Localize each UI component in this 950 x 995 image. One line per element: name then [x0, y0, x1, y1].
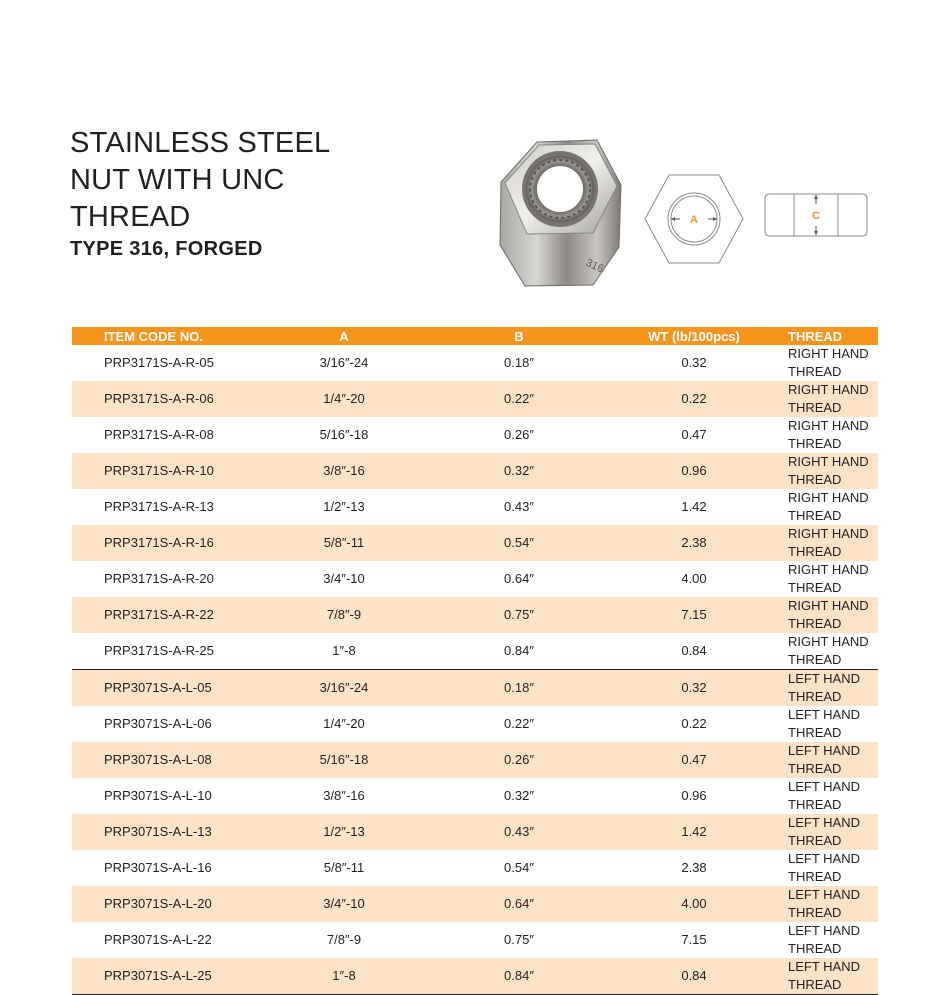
table-row [72, 525, 878, 561]
header-item-code: ITEM CODE NO. [72, 327, 264, 345]
table-body [72, 345, 878, 995]
weight-cell: 0.22 [614, 381, 774, 417]
weight-cell: 1.42 [614, 814, 774, 850]
dimension-b-cell: 0.26″ [424, 742, 614, 778]
dimension-b-cell: 0.18″ [504, 355, 534, 370]
side-dimension-diagram [764, 193, 868, 237]
weight-cell: 2.38 [681, 860, 707, 875]
table-row [72, 850, 878, 886]
thread-cell: LEFT HAND THREAD [788, 923, 860, 956]
product-title-block [70, 125, 330, 262]
weight-cell: 0.32 [614, 670, 774, 707]
dimension-a-cell: 3/16″-24 [264, 670, 424, 707]
item-code-cell: PRP3171S-A-R-10 [72, 453, 264, 489]
dimension-b-cell: 0.22″ [424, 381, 614, 417]
thread-cell: LEFT HAND THREAD [774, 958, 878, 995]
thread-cell: LEFT HAND THREAD [774, 670, 878, 707]
table-row [72, 633, 878, 670]
weight-cell: 0.32 [681, 355, 707, 370]
thread-cell: RIGHT HAND THREAD [788, 346, 869, 379]
dimension-a-cell: 3/16″-24 [319, 355, 369, 370]
item-code-cell: PRP3171S-A-R-05 [104, 355, 214, 370]
dimension-a-label: A [690, 214, 698, 226]
item-code-cell: PRP3171S-A-R-13 [104, 499, 214, 514]
dimension-a-cell: 1″-8 [264, 958, 424, 995]
weight-cell: 0.84 [614, 958, 774, 995]
table-row [72, 814, 878, 850]
table-row [72, 453, 878, 489]
table-row [72, 417, 878, 453]
dimension-c-label: C [812, 210, 820, 222]
dimension-b-cell: 0.54″ [424, 525, 614, 561]
dimension-b-cell: 0.43″ [504, 499, 534, 514]
weight-cell: 7.15 [681, 932, 707, 947]
dimension-a-cell: 7/8″-9 [264, 597, 424, 633]
item-code-cell: PRP3071S-A-L-25 [72, 958, 264, 995]
thread-cell: LEFT HAND THREAD [788, 707, 860, 740]
dimension-b-cell: 0.43″ [424, 814, 614, 850]
table-row [72, 345, 878, 381]
hex-nut-photo [497, 137, 623, 287]
table-row [72, 670, 878, 707]
weight-cell: 4.00 [681, 571, 707, 586]
table-row [72, 922, 878, 958]
table-row [72, 706, 878, 742]
weight-cell: 0.96 [614, 453, 774, 489]
thread-cell: RIGHT HAND THREAD [788, 418, 869, 451]
item-code-cell: PRP3171S-A-R-25 [104, 643, 214, 658]
weight-cell: 0.84 [681, 643, 707, 658]
header-thread: THREAD [774, 327, 878, 345]
item-code-cell: PRP3171S-A-R-16 [72, 525, 264, 561]
item-code-cell: PRP3071S-A-L-08 [72, 742, 264, 778]
weight-cell: 7.15 [614, 597, 774, 633]
item-code-cell: PRP3071S-A-L-05 [72, 670, 264, 707]
dimension-b-cell: 0.64″ [424, 886, 614, 922]
weight-cell: 0.47 [681, 427, 707, 442]
dimension-b-cell: 0.64″ [504, 571, 534, 586]
weight-cell: 4.00 [614, 886, 774, 922]
weight-cell: 0.22 [681, 716, 707, 731]
thread-cell: RIGHT HAND THREAD [788, 490, 869, 523]
dimension-a-cell: 1/2″-13 [264, 814, 424, 850]
item-code-cell: PRP3071S-A-L-20 [72, 886, 264, 922]
item-code-cell: PRP3171S-A-R-20 [104, 571, 214, 586]
header-b: B [424, 327, 614, 345]
item-code-cell: PRP3071S-A-L-22 [104, 932, 212, 947]
dimension-a-cell: 3/4″-10 [323, 571, 365, 586]
dimension-b-cell: 0.32″ [424, 453, 614, 489]
thread-cell: LEFT HAND THREAD [788, 779, 860, 812]
dimension-a-cell: 7/8″-9 [326, 932, 362, 947]
dimension-b-cell: 0.22″ [504, 716, 534, 731]
photo-stamp: 316 [583, 256, 606, 276]
item-code-cell: PRP3071S-A-L-06 [104, 716, 212, 731]
weight-cell: 0.47 [614, 742, 774, 778]
table-row [72, 381, 878, 417]
title-line-3: THREAD [70, 201, 191, 233]
item-code-cell: PRP3171S-A-R-08 [104, 427, 214, 442]
header-weight: WT (lb/100pcs) [614, 327, 774, 345]
dimension-a-cell: 1/4″-20 [264, 381, 424, 417]
table-row [72, 489, 878, 525]
dimension-a-cell: 1/4″-20 [323, 716, 365, 731]
dimension-a-cell: 3/8″-16 [323, 788, 365, 803]
dimension-a-cell: 3/8″-16 [264, 453, 424, 489]
dimension-b-cell: 0.54″ [504, 860, 534, 875]
thread-cell: RIGHT HAND THREAD [788, 634, 869, 667]
hex-dimension-diagram [644, 172, 744, 266]
dimension-b-cell: 0.84″ [504, 643, 534, 658]
weight-cell: 2.38 [614, 525, 774, 561]
weight-cell: 0.96 [681, 788, 707, 803]
dimension-b-cell: 0.26″ [504, 427, 534, 442]
dimension-a-cell: 1/2″-13 [323, 499, 365, 514]
dimension-a-cell: 5/8″-11 [323, 860, 365, 875]
thread-cell: LEFT HAND THREAD [774, 742, 878, 778]
thread-cell: RIGHT HAND THREAD [774, 381, 878, 417]
weight-cell: 1.42 [681, 499, 707, 514]
title-line-2: NUT WITH UNC [70, 164, 285, 196]
thread-cell: LEFT HAND THREAD [788, 851, 860, 884]
table-header-row [72, 327, 878, 345]
item-code-cell: PRP3171S-A-R-06 [72, 381, 264, 417]
dimension-a-cell: 5/8″-11 [264, 525, 424, 561]
item-code-cell: PRP3171S-A-R-22 [72, 597, 264, 633]
item-code-cell: PRP3071S-A-L-10 [104, 788, 212, 803]
table-row [72, 742, 878, 778]
dimension-b-cell: 0.18″ [424, 670, 614, 707]
thread-cell: LEFT HAND THREAD [774, 886, 878, 922]
table-row [72, 958, 878, 995]
dimension-b-cell: 0.75″ [504, 932, 534, 947]
table-row [72, 597, 878, 633]
dimension-a-cell: 3/4″-10 [264, 886, 424, 922]
thread-cell: LEFT HAND THREAD [774, 814, 878, 850]
table-row [72, 886, 878, 922]
thread-cell: RIGHT HAND THREAD [774, 453, 878, 489]
thread-cell: RIGHT HAND THREAD [774, 597, 878, 633]
thread-cell: RIGHT HAND THREAD [774, 525, 878, 561]
dimension-a-cell: 5/16″-18 [264, 742, 424, 778]
title-line-1: STAINLESS STEEL [70, 127, 331, 159]
table-row [72, 778, 878, 814]
dimension-a-cell: 1″-8 [332, 643, 356, 658]
header-a: A [264, 327, 424, 345]
dimension-b-cell: 0.84″ [424, 958, 614, 995]
item-code-cell: PRP3071S-A-L-13 [72, 814, 264, 850]
item-code-cell: PRP3071S-A-L-16 [104, 860, 212, 875]
thread-cell: RIGHT HAND THREAD [788, 562, 869, 595]
product-subtitle: TYPE 316, FORGED [70, 238, 263, 260]
dimension-b-cell: 0.75″ [424, 597, 614, 633]
table-row [72, 561, 878, 597]
dimension-a-cell: 5/16″-18 [319, 427, 369, 442]
dimension-b-cell: 0.32″ [504, 788, 534, 803]
spec-table [72, 327, 878, 995]
